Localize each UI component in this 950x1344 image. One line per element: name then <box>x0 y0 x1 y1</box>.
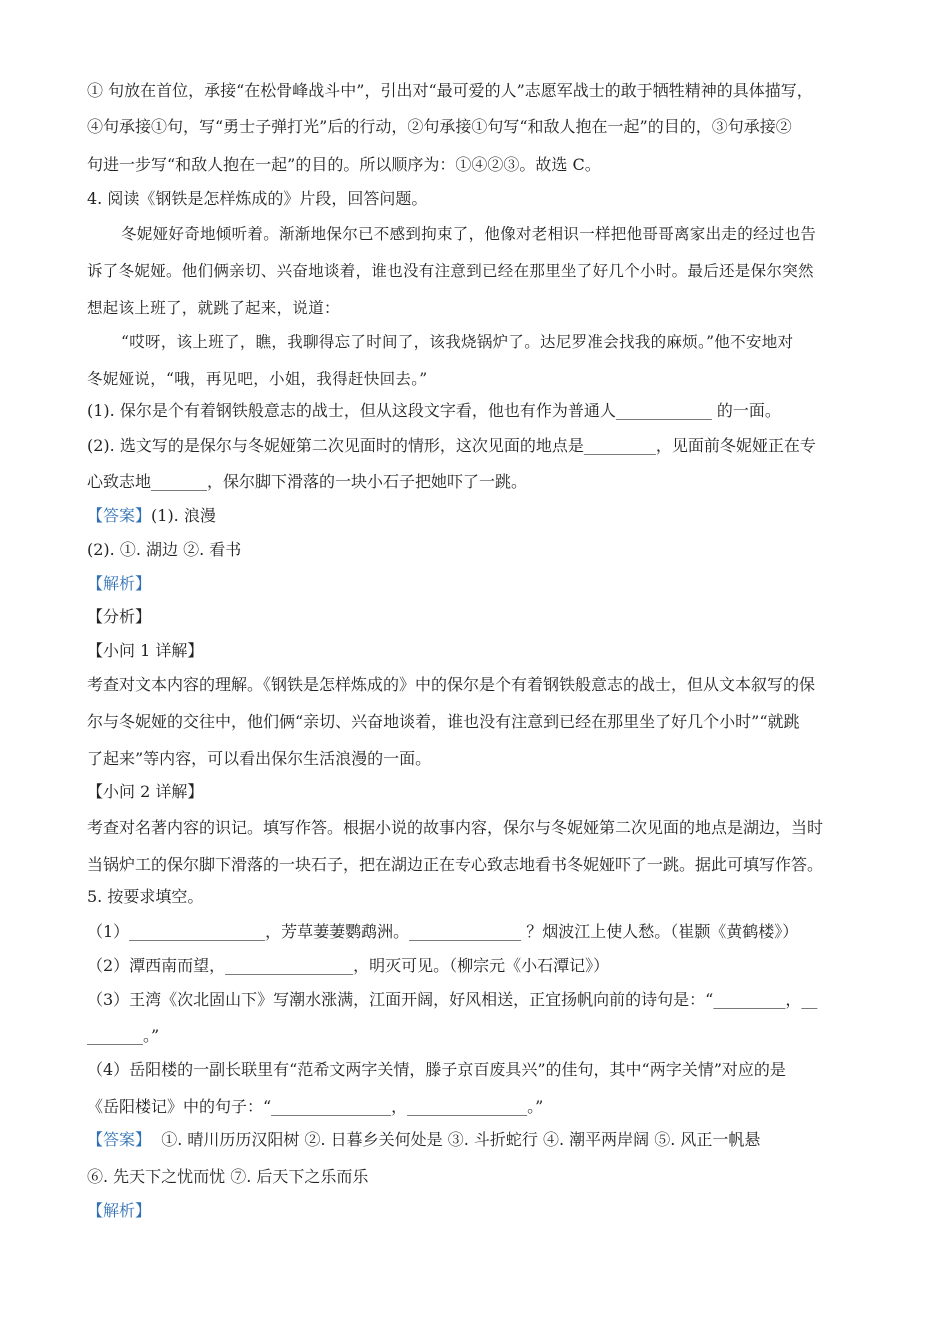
blank-item-4-cont: 《岳阳楼记》中的句子：“_______________，_______________。” <box>87 1097 544 1116</box>
answer-line-2: ⑥. 先天下之忧而忧 ⑦. 后天下之乐而乐 <box>87 1167 369 1186</box>
passage-line: 想起该上班了，就跳了起来，说道： <box>87 299 340 317</box>
answer-line <box>87 506 880 526</box>
passage-line: 冬妮娅好奇地倾听着。渐渐地保尔已不感到拘束了，他像对老相识一样把他哥哥离家出走的经过也告 <box>121 225 817 243</box>
text-line: 考查对名著内容的识记。填写作答。根据小说的故事内容，保尔与冬妮娅第二次见面的地点是湖边，当时 <box>87 818 824 837</box>
answer-line <box>87 1130 880 1150</box>
section-heading: 【分析】 <box>87 607 152 626</box>
blank-item-1: （1）_________________，芳草萋萋鹦鹉洲。______________ ？烟波江上使人愁。（崔颢《黄鹤楼》） <box>87 922 799 941</box>
question-4-title: 4. 阅读《钢铁是怎样炼成的》片段，回答问题。 <box>87 189 428 208</box>
answer-tag: 【答案】 <box>87 506 152 525</box>
answer-text: (1). 浪漫 <box>151 506 216 525</box>
analysis-tag: 【解析】 <box>87 1201 152 1220</box>
sub-question-2-cont: 心致志地_______，保尔脚下滑落的一块小石子把她吓了一跳。 <box>87 472 528 491</box>
section-heading: 【小问 1 详解】 <box>87 641 204 660</box>
blank-item-2: （2）潭西南而望，________________，明灭可见。（柳宗元《小石潭记》） <box>87 956 610 975</box>
blank-item-4: （4）岳阳楼的一副长联里有“范希文两字关情，滕子京百废具兴”的佳句，其中“两字关情”对应的是 <box>87 1060 786 1079</box>
text-line: ① 句放在首位，承接“在松骨峰战斗中”，引出对“最可爱的人”志愿军战士的敢于牺牲精神的具体描写， <box>87 81 813 100</box>
text-line: ④句承接①句，写“勇士子弹打光”后的行动，②句承接①句写“和敌人抱在一起”的目的，③句承接② <box>87 117 792 136</box>
sub-question-2: (2). 选文写的是保尔与冬妮娅第二次见面时的情形，这次见面的地点是_________，见面前冬妮娅正在专 <box>87 436 816 455</box>
answer-tag: 【答案】 <box>87 1130 152 1149</box>
text-line: 当锅炉工的保尔脚下滑落的一块石子，把在湖边正在专心致志地看书冬妮娅吓了一跳。据此可填写作答。 <box>87 855 824 874</box>
passage-line: 冬妮娅说，“哦，再见吧，小姐，我得赶快回去。” <box>87 370 428 388</box>
sub-question-1: (1). 保尔是个有着钢铁般意志的战士，但从这段文字看，他也有作为普通人____________ 的一面。 <box>87 401 781 420</box>
section-heading: 【小问 2 详解】 <box>87 782 204 801</box>
passage-line: 诉了冬妮娅。他们俩亲切、兴奋地谈着，谁也没有注意到已经在那里坐了好几个小时。最后还是保尔突然 <box>87 262 814 280</box>
answer-line-2: (2). ①. 湖边 ②. 看书 <box>87 540 242 559</box>
answer-text: ①. 晴川历历汉阳树 ②. 日暮乡关何处是 ③. 斗折蛇行 ④. 潮平两岸阔 ⑤. 风正一帆悬 <box>161 1130 761 1149</box>
blank-item-3: （3）王湾《次北固山下》写潮水涨满，江面开阔，好风相送，正宜扬帆向前的诗句是：“_________，__ <box>87 990 818 1009</box>
text-line: 了起来”等内容，可以看出保尔生活浪漫的一面。 <box>87 749 432 768</box>
passage-line: “哎呀，该上班了，瞧，我聊得忘了时间了，该我烧锅炉了。达尼罗准会找我的麻烦。”他不安地对 <box>121 333 794 351</box>
analysis-tag: 【解析】 <box>87 574 152 593</box>
blank-item-3-cont: _______。” <box>87 1026 160 1045</box>
question-5-title: 5. 按要求填空。 <box>87 887 204 906</box>
text-line: 尔与冬妮娅的交往中，他们俩“亲切、兴奋地谈着，谁也没有注意到已经在那里坐了好几个小时”“就跳 <box>87 712 800 731</box>
text-line: 考查对文本内容的理解。《钢铁是怎样炼成的》中的保尔是个有着钢铁般意志的战士，但从文本叙写的保 <box>87 675 816 694</box>
text-line: 句进一步写“和敌人抱在一起”的目的。所以顺序为：①④②③。故选 C。 <box>87 155 601 174</box>
